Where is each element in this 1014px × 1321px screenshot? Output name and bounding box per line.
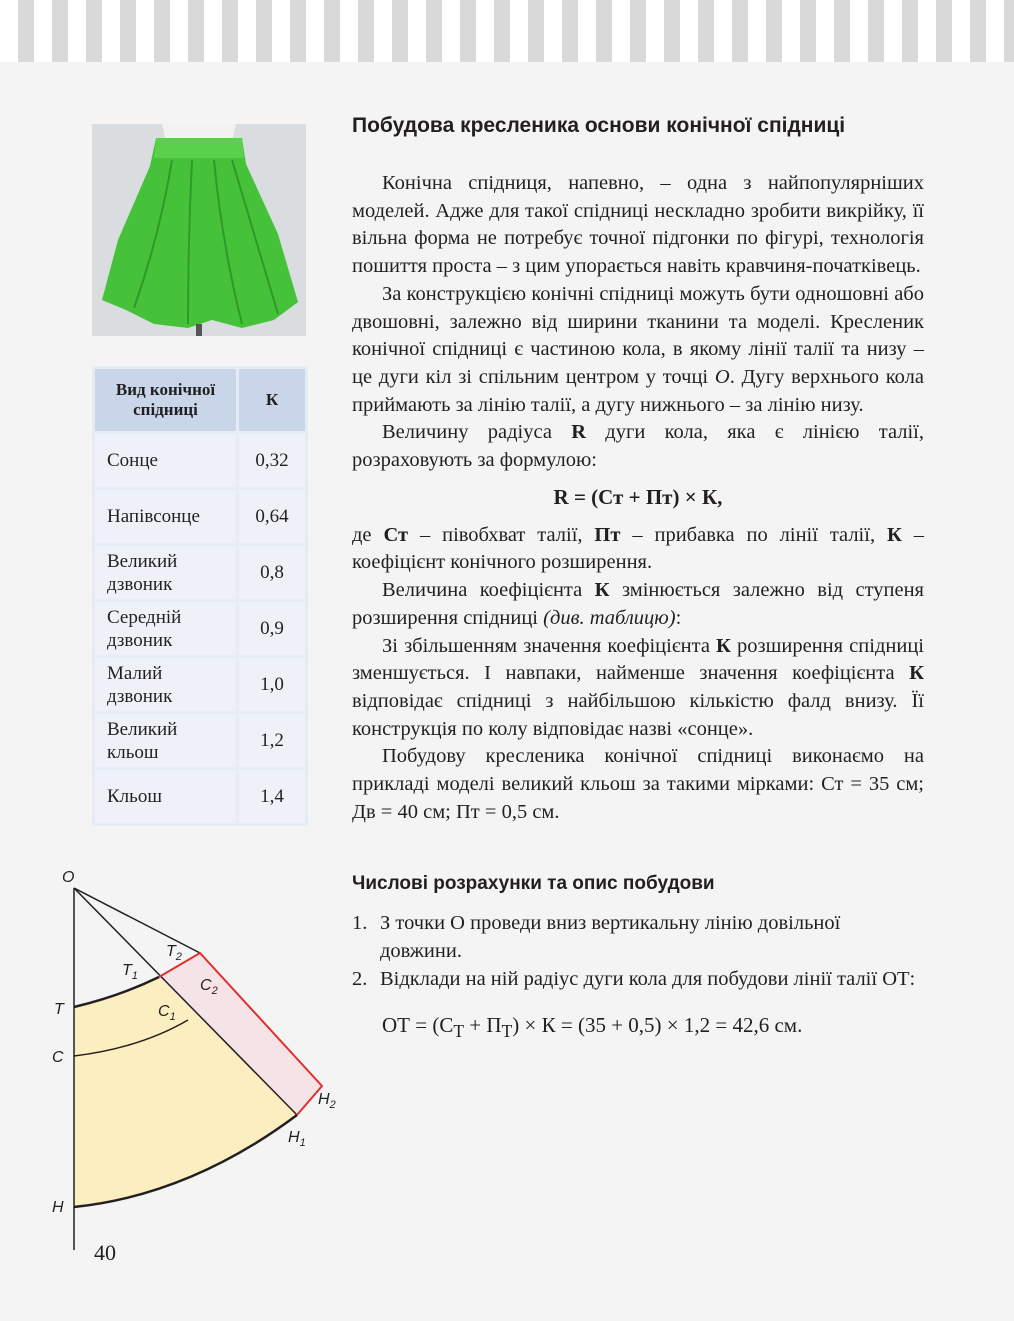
table-row [95, 602, 305, 655]
k-value-cell: 0,9 [239, 602, 305, 655]
ot-formula: ОТ = $(С_Т + П_Т) \times К = (35 + 0,5) \times 1,2 = 42,6$ см. [382, 1012, 803, 1041]
paragraph-folds: Зі збільшенням значення коефіцієнта К розширення спідниці зменшується. І навпаки, найменше значення коефіцієнта К відповідає спідниці з найбільшою кількістю фалд внизу. Її конструкція по колу відповідає назві «сонце». [352, 634, 924, 740]
k-value-cell: 1,0 [239, 658, 305, 711]
skirt-type-cell: Великий дзвоник [95, 546, 236, 599]
k-value-cell: 0,8 [239, 546, 305, 599]
label-t: T [54, 1001, 64, 1018]
radius-line [74, 888, 200, 953]
steps-list [352, 910, 924, 993]
header-skirt-type: Вид конічної спідниці [95, 369, 236, 431]
label-t2: $T_2$ [166, 943, 182, 963]
table-header-row [95, 369, 305, 431]
skirt-type-cell: Кльош [95, 770, 236, 823]
table-row [95, 770, 305, 823]
label-c: C [52, 1049, 64, 1066]
top-stripe-decoration [0, 0, 1014, 62]
skirt-type-cell: Середній дзвоник [95, 602, 236, 655]
skirt-type-cell: Сонце [95, 434, 236, 487]
label-h: H [52, 1199, 64, 1216]
k-value-cell: 1,2 [239, 714, 305, 767]
label-c2: $C_2$ [200, 977, 218, 997]
paragraph-construction: За конструкцією конічні спідниці можуть бути одношовні або двошовні, залежно від ширини тканини та моделі. Кресленик конічної спідниці є частиною кола, в якому лінії талії та низу – це дуги кіл зі спільним центром у точці О. Дугу верхнього кола приймають за лінію талії, а дугу нижнього – за лінію низу. [352, 282, 924, 416]
table-row [95, 434, 305, 487]
list-item: 1. З точки О проведи вниз вертикальну лінію довільної довжини. [352, 912, 841, 963]
skirt-type-cell: Великий кльош [95, 714, 236, 767]
construction-diagram [40, 860, 360, 1260]
paragraph-coefficient: Величина коефіцієнта К змінюється залежно від ступеня розширення спідниці (див. таблицю): [352, 579, 924, 629]
table-row [95, 546, 305, 599]
label-o: O [62, 869, 75, 886]
radius-formula: R = (Ст + Пт) × К, [553, 484, 723, 509]
paragraph-definitions: де Ст – півобхват талії, Пт – прибавка по лінії талії, К – коефіцієнт конічного розширення. [352, 523, 925, 574]
skirt-type-cell: Малий дзвоник [95, 658, 236, 711]
section-title: Побудова кресленика основи конічної спідниці [352, 114, 846, 137]
skirt-photo [92, 124, 306, 336]
label-c1: $C_1$ [158, 1003, 176, 1023]
paragraph-intro: Конічна спідниця, напевно, – одна з найпопулярніших моделей. Адже для такої спідниці нескладно зробити викрійку, її вільна форма не потребує точної підгонки по фігурі, технологія пошиття проста – з цим упорається навіть кравчиня-початківець. [352, 172, 924, 278]
label-h2: $H_2$ [318, 1091, 336, 1111]
table-row [95, 490, 305, 543]
list-item: 2. Відклади на ній радіус дуги кола для побудови лінії талії ОТ: [352, 967, 916, 990]
paragraph-measurements: Побудову кресленика конічної спідниці виконаємо на прикладі моделі великий кльош за такими мірками: Ст = 35 см; Дв = 40 см; Пт = 0,5 см. [352, 745, 924, 823]
k-value-cell: 0,32 [239, 434, 305, 487]
main-sector [74, 977, 297, 1207]
subsection-title: Числові розрахунки та опис побудови [352, 873, 715, 895]
k-value-cell: 0,64 [239, 490, 305, 543]
coefficient-table [92, 366, 308, 826]
label-h1: $H_1$ [288, 1129, 306, 1149]
page-number: 40 [94, 1240, 116, 1265]
k-value-cell: 1,4 [239, 770, 305, 823]
table-row [95, 658, 305, 711]
label-t1: $T_1$ [122, 962, 138, 982]
header-k: К [239, 369, 305, 431]
table-row [95, 714, 305, 767]
skirt-type-cell: Напівсонце [95, 490, 236, 543]
main-content [352, 112, 924, 1045]
paragraph-radius: Величину радіуса R дуги кола, яка є лінією талії, розраховують за формулою: [352, 421, 924, 472]
